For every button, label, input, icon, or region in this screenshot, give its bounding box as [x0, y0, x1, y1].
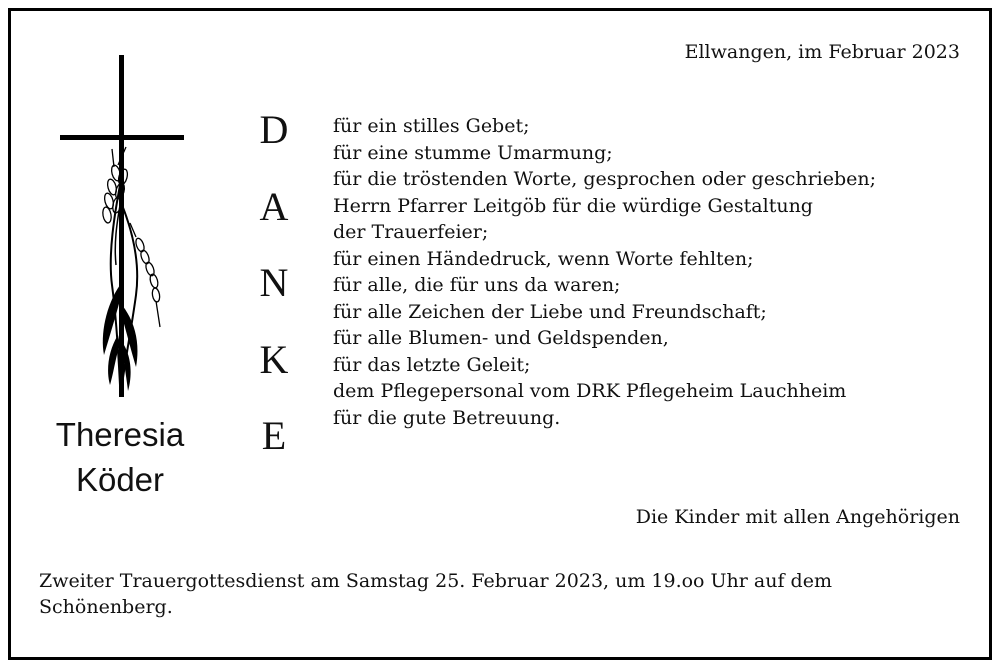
thanks-line: für alle, die für uns da waren;: [333, 274, 621, 296]
acrostic-letter: E: [261, 413, 287, 458]
thanks-line: für eine stumme Umarmung;: [333, 141, 613, 164]
signature: Die Kinder mit allen Angehörigen: [635, 506, 960, 528]
acrostic-letter: D: [259, 107, 289, 152]
thanks-line: für einen Händedruck, wenn Worte fehlten;: [333, 247, 754, 270]
cross-with-wheat-icon: [56, 55, 186, 400]
deceased-last-name: Köder: [75, 461, 165, 498]
thanks-line: für alle Zeichen der Liebe und Freundschaft;: [333, 300, 767, 323]
thanks-line: dem Pflegepersonal vom DRK Pflegeheim Lauchheim: [333, 380, 847, 402]
acrostic-letter: A: [259, 184, 289, 229]
thanks-line: für alle Blumen- und Geldspenden,: [333, 327, 669, 349]
dateline: Ellwangen, im Februar 2023: [684, 41, 960, 63]
thanks-line: für die gute Betreuung.: [333, 406, 561, 429]
service-notice: Zweiter Trauergottesdienst am Samstag 25. Februar 2023, um 19.oo Uhr auf dem Schönenberg.: [39, 570, 832, 618]
thanks-line: für das letzte Geleit;: [333, 353, 531, 376]
acrostic-letter: N: [259, 260, 289, 305]
thanks-line: Herrn Pfarrer Leitgöb für die würdige Gestaltung: [333, 194, 813, 217]
thanks-line: für die tröstenden Worte, gesprochen oder geschrieben;: [333, 168, 877, 190]
deceased-first-name: Theresia: [55, 416, 185, 453]
thanks-line: für ein stilles Gebet;: [333, 115, 530, 137]
thanks-list: [333, 113, 876, 431]
thanks-line: der Trauerfeier;: [333, 221, 489, 243]
acrostic-letter: K: [259, 337, 289, 382]
